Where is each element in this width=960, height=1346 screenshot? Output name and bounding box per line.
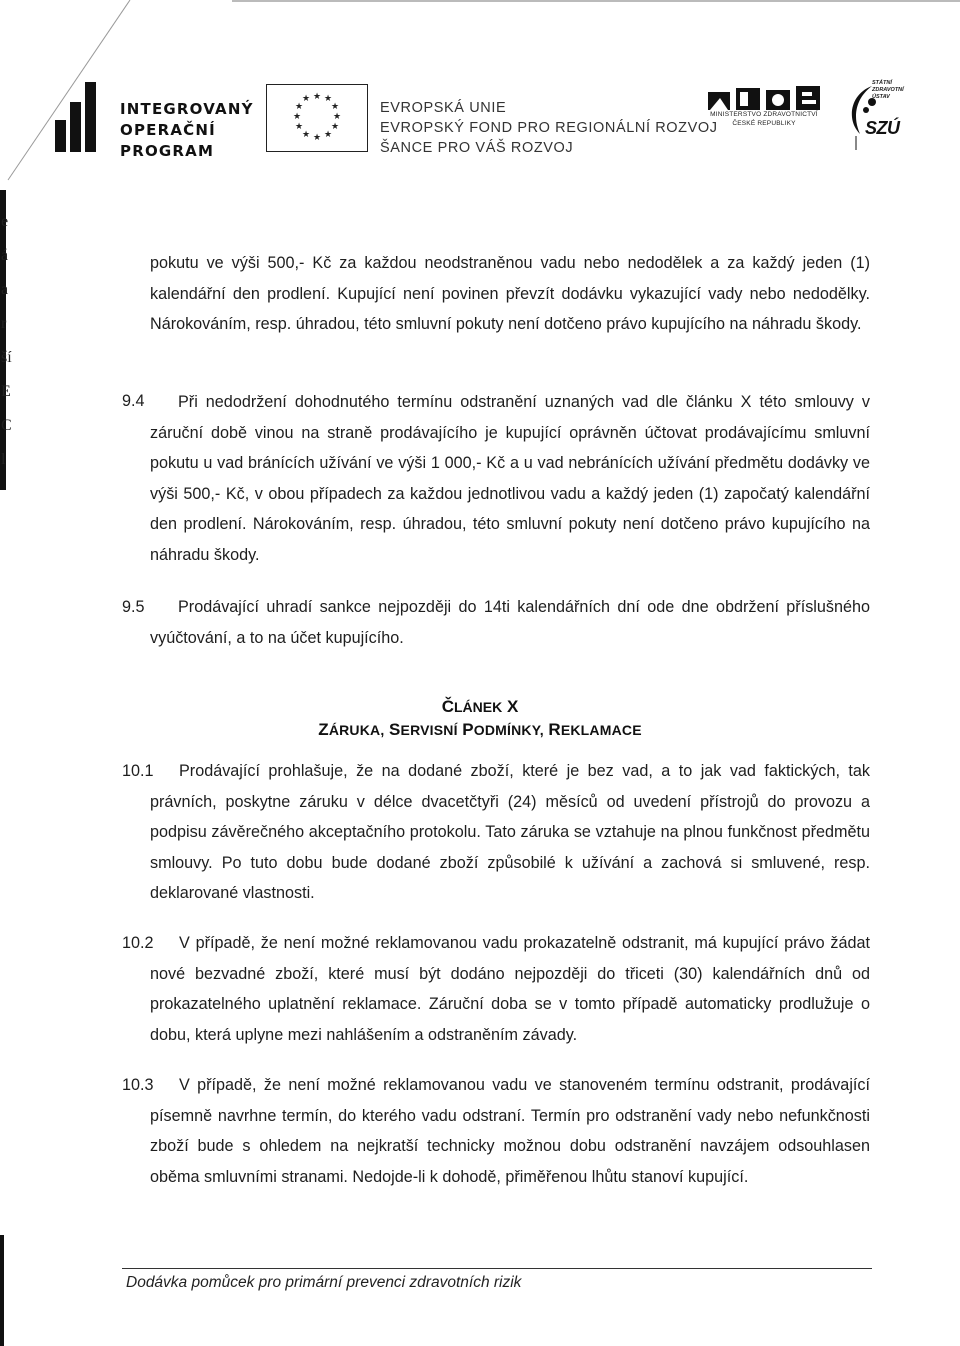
paragraph-10-1: Prodávající prohlašuje, že na dodané zboží, které je bez vad, a to jak vad faktických, tak právních, poskytne záruku v délce dvacetčtyři (24) měsíců od uvedení přístrojů do provozu a podpisu závěrečného akceptačního protokolu. Tato záruka se vztahuje na plnou funkčnost předmětu smlouvy. Po tuto dobu bude dodané zboží způsobilé k užívání a zachová si smluvené, resp. deklarované vlastnosti. (150, 762, 870, 903)
svg-text:★: ★ (312, 92, 322, 102)
svg-text:★: ★ (330, 102, 340, 112)
footer-text: Dodávka pomůcek pro primární prevenci zdravotních rizik (126, 1274, 522, 1291)
iop-logo-icon (55, 82, 113, 152)
section-number: 10.1 (122, 762, 154, 780)
svg-text:★: ★ (323, 94, 333, 104)
szu-logo-small-text: STÁTNÍ ZDRAVOTNÍ ÚSTAV (872, 80, 904, 100)
svg-text:★: ★ (294, 102, 304, 112)
section-number: 9.5 (122, 598, 145, 616)
paragraph-continued: pokutu ve výši 500,- Kč za každou neodstraněnou vadu nebo nedodělek a za každý jeden (1) kalendářní den prodlení. Kupující není povinen převzít dodávku vykazující vady nebo nedodělky. Nárokováním, resp. úhradou, této smluvní pokuty není dotčeno právo kupujícího na náhradu škody. (150, 254, 870, 334)
svg-text:★: ★ (312, 133, 322, 143)
svg-text:★: ★ (294, 122, 304, 132)
svg-text:★: ★ (292, 112, 302, 122)
scan-edge-shadow-bottom (0, 1235, 4, 1346)
szu-logo-text: SZÚ (865, 118, 900, 138)
article-title: ČLÁNEK X (441, 697, 519, 716)
section-number: 10.3 (122, 1076, 154, 1094)
eu-flag-icon (266, 84, 368, 152)
svg-text:★: ★ (332, 112, 342, 122)
section-number: 9.4 (122, 392, 145, 410)
ministry-logo-text: MINISTERSTVO ZDRAVOTNICTVÍ ČESKÉ REPUBLIKY (710, 111, 818, 127)
paragraph-9-4: Při nedodržení dohodnutého termínu odstranění uznaných vad dle článku X této smlouvy v záruční době vinou na straně prodávajícího je kupující oprávněn účtovat prodávajícímu smluvní pokutu u vad bránících užívání ve výši 1 000,- Kč a u vad nebránících užívání předmětu dodávky ve výši 500,- Kč, v obou případech za každou jednotlivou vadu a každý jeden (1) započatý kalendářní den prodlení. Nárokováním, resp. úhradou, této smluvní pokuty není dotčeno právo kupujícího na náhradu škody. (150, 393, 870, 564)
paragraph-10-3: V případě, že není možné reklamovanou vadu ve stanoveném termínu odstranit, prodávající písemně navrhne termín, do kterého vadu odstraní. Termín pro odstranění vady nebo nefunkčnosti zboží bude s ohledem na nejkratší technicky možnou dobu odstranění navzájem odsouhlasen oběma smluvními stranami. Nedojde-li k dohodě, přiměřenou lhůtu stanoví kupující. (150, 1076, 870, 1186)
svg-text:★: ★ (330, 122, 340, 132)
svg-text:★: ★ (301, 94, 311, 104)
svg-text:★: ★ (323, 130, 333, 140)
scan-edge-text: e á a r ší E C l (1, 213, 12, 468)
section-number: 10.2 (122, 934, 154, 952)
eu-logo-text: EVROPSKÁ UNIE EVROPSKÝ FOND PRO REGIONÁLNÍ ROZVOJ ŠANCE PRO VÁŠ ROZVOJ (380, 100, 718, 156)
paragraph-10-2: V případě, že není možné reklamovanou vadu prokazatelně odstranit, má kupující právo žádat nové bezvadné zboží, které musí být dodáno nejpozději do třiceti (30) kalendářních dnů od prokazatelného uplatnění reklamace. Záruční doba se v tomto případě automaticky prodlužuje o dobu, která uplyne mezi nahlášením a odstraněním závady. (150, 934, 870, 1044)
iop-logo-text: INTEGROVANÝ OPERAČNÍ PROGRAM (120, 100, 254, 160)
article-subtitle: ZÁRUKA, SERVISNÍ PODMÍNKY, REKLAMACE (318, 720, 642, 739)
svg-text:★: ★ (301, 130, 311, 140)
footer-divider (122, 1268, 872, 1269)
paragraph-9-5: Prodávající uhradí sankce nejpozději do 14ti kalendářních dní ode dne obdržení příslušného vyúčtování, a to na účet kupujícího. (150, 598, 870, 647)
